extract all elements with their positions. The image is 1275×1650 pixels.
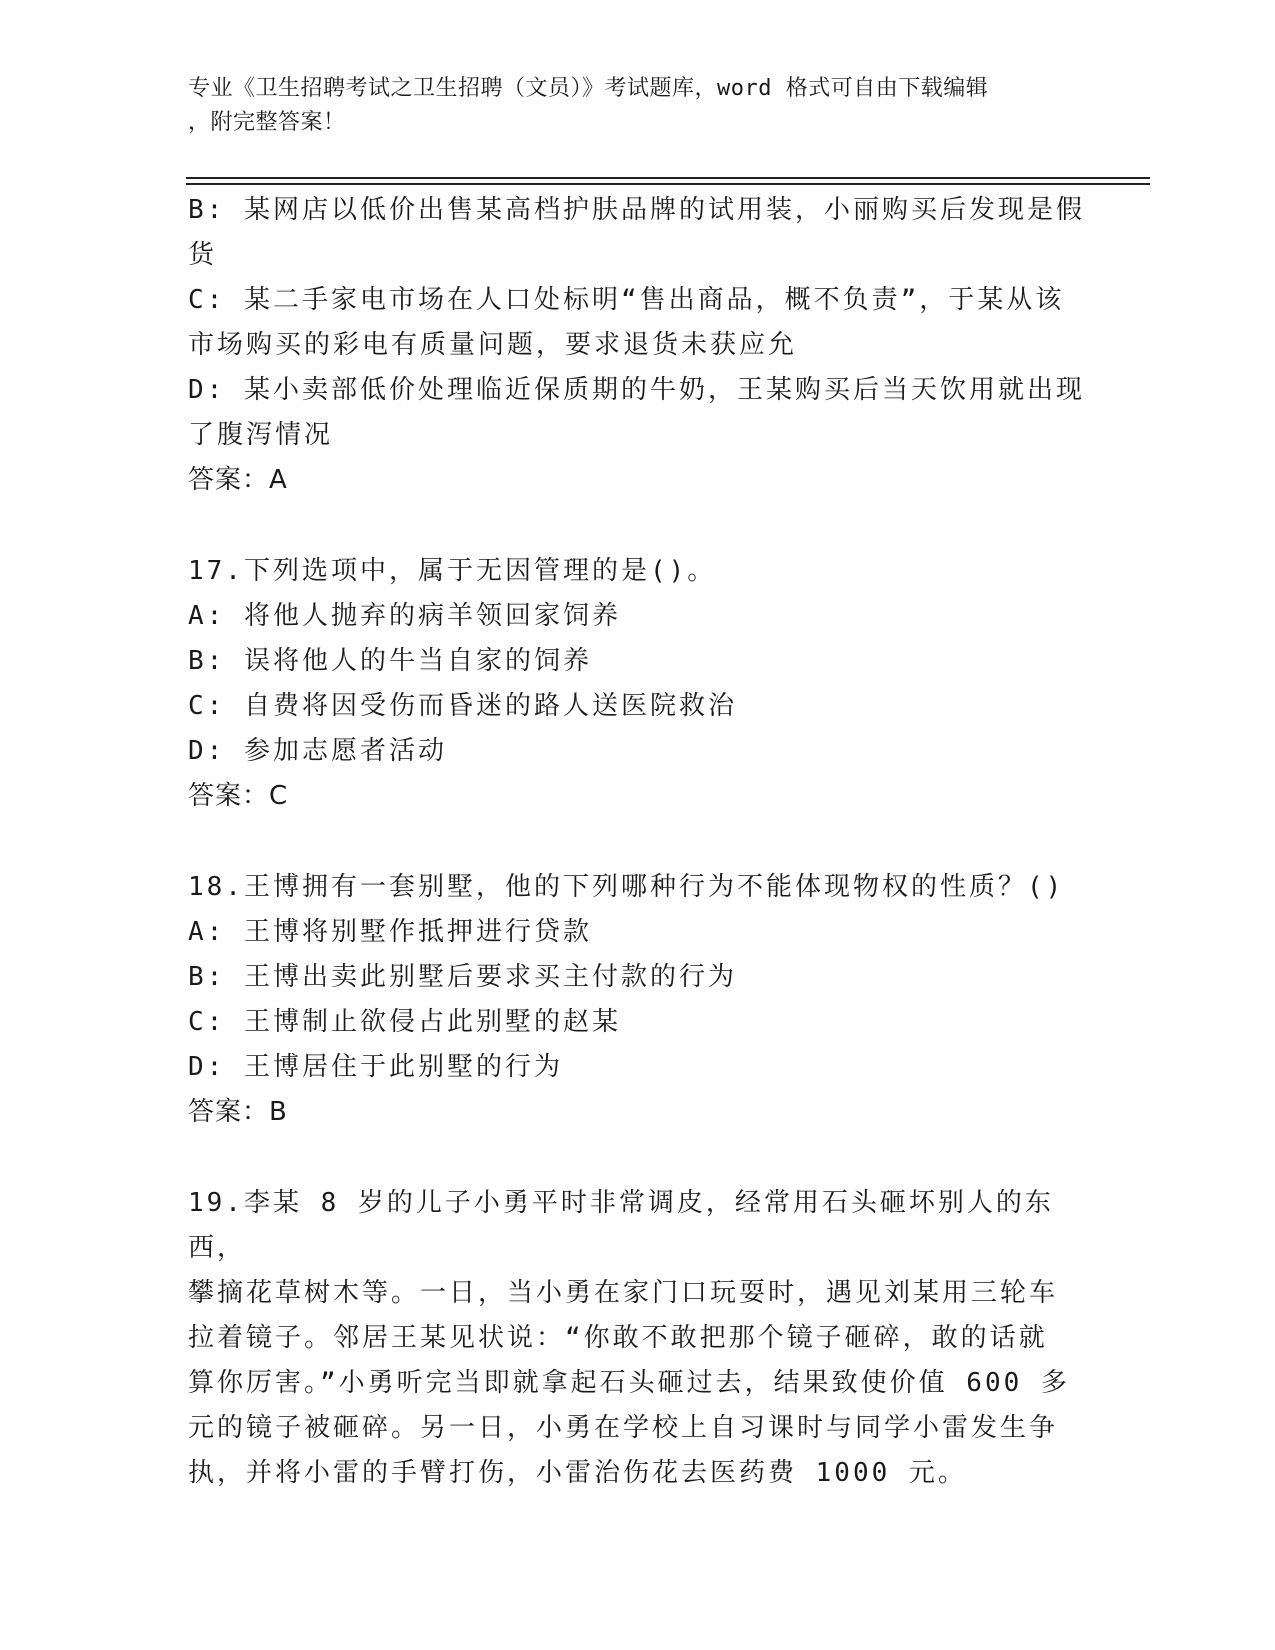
- question-stem-line-5: 元的镜子被砸碎。另一日，小勇在学校上自习课时与同学小雷发生争: [188, 1413, 1059, 1443]
- header-line-2: ，附完整答案！: [188, 110, 346, 135]
- answer-label: 答案：B: [188, 1097, 288, 1127]
- question-stem: 17.下列选项中，属于无因管理的是()。: [188, 556, 717, 586]
- option-b-line-1: B: 某网店以低价出售某高档护肤品牌的试用装，小丽购买后发现是假: [188, 195, 1085, 225]
- option-c: C: 王博制止欲侵占此别墅的赵某: [188, 1007, 621, 1037]
- question-stem-line-2: 攀摘花草树木等。一日，当小勇在家门口玩耍时，遇见刘某用三轮车: [188, 1278, 1059, 1308]
- question-stem-line-1: 19.李某 8 岁的儿子小勇平时非常调皮，经常用石头砸坏别人的东西，: [188, 1188, 1054, 1263]
- header-line-1: 专业《卫生招聘考试之卫生招聘（文员）》考试题库，word 格式可自由下载编辑: [188, 76, 989, 101]
- option-c: C: 自费将因受伤而昏迷的路人送医院救治: [188, 691, 737, 721]
- question-stem-line-6: 执，并将小雷的手臂打伤，小雷治伤花去医药费 1000 元。: [188, 1458, 967, 1488]
- option-d-line-1: D: 某小卖部低价处理临近保质期的牛奶，王某购买后当天饮用就出现: [188, 375, 1085, 405]
- option-b-line-2: 货: [188, 240, 218, 270]
- option-c-line-2: 市场购买的彩电有质量问题，要求退货未获应允: [188, 330, 798, 360]
- question-block-18: [188, 865, 1088, 1135]
- document-body: [188, 188, 1088, 1496]
- spacer: [188, 819, 1088, 865]
- question-block-16: [188, 188, 1088, 503]
- question-block-19: [188, 1181, 1088, 1496]
- question-stem: 18.王博拥有一套别墅，他的下列哪种行为不能体现物权的性质？(): [188, 872, 1065, 902]
- answer-label: 答案：A: [188, 465, 288, 495]
- spacer: [188, 503, 1088, 549]
- header-divider-bottom: [186, 183, 1150, 185]
- option-d: D: 参加志愿者活动: [188, 736, 447, 766]
- option-a: A: 将他人抛弃的病羊领回家饲养: [188, 601, 621, 631]
- option-d-line-2: 了腹泻情况: [188, 420, 334, 450]
- question-stem-line-3: 拉着镜子。邻居王某见状说：“你敢不敢把那个镜子砸碎，敢的话就: [188, 1323, 1048, 1353]
- header-divider-top: [186, 177, 1150, 179]
- document-header: [188, 72, 1068, 140]
- option-b: B: 误将他人的牛当自家的饲养: [188, 646, 592, 676]
- option-c-line-1: C: 某二手家电市场在人口处标明“售出商品，概不负责”，于某从该: [188, 285, 1065, 315]
- question-stem-line-4: 算你厉害。”小勇听完当即就拿起石头砸过去，结果致使价值 600 多: [188, 1368, 1070, 1398]
- spacer: [188, 1135, 1088, 1181]
- question-block-17: [188, 549, 1088, 819]
- option-b: B: 王博出卖此别墅后要求买主付款的行为: [188, 962, 737, 992]
- answer-label: 答案：C: [188, 781, 289, 811]
- option-d: D: 王博居住于此别墅的行为: [188, 1052, 563, 1082]
- option-a: A: 王博将别墅作抵押进行贷款: [188, 917, 592, 947]
